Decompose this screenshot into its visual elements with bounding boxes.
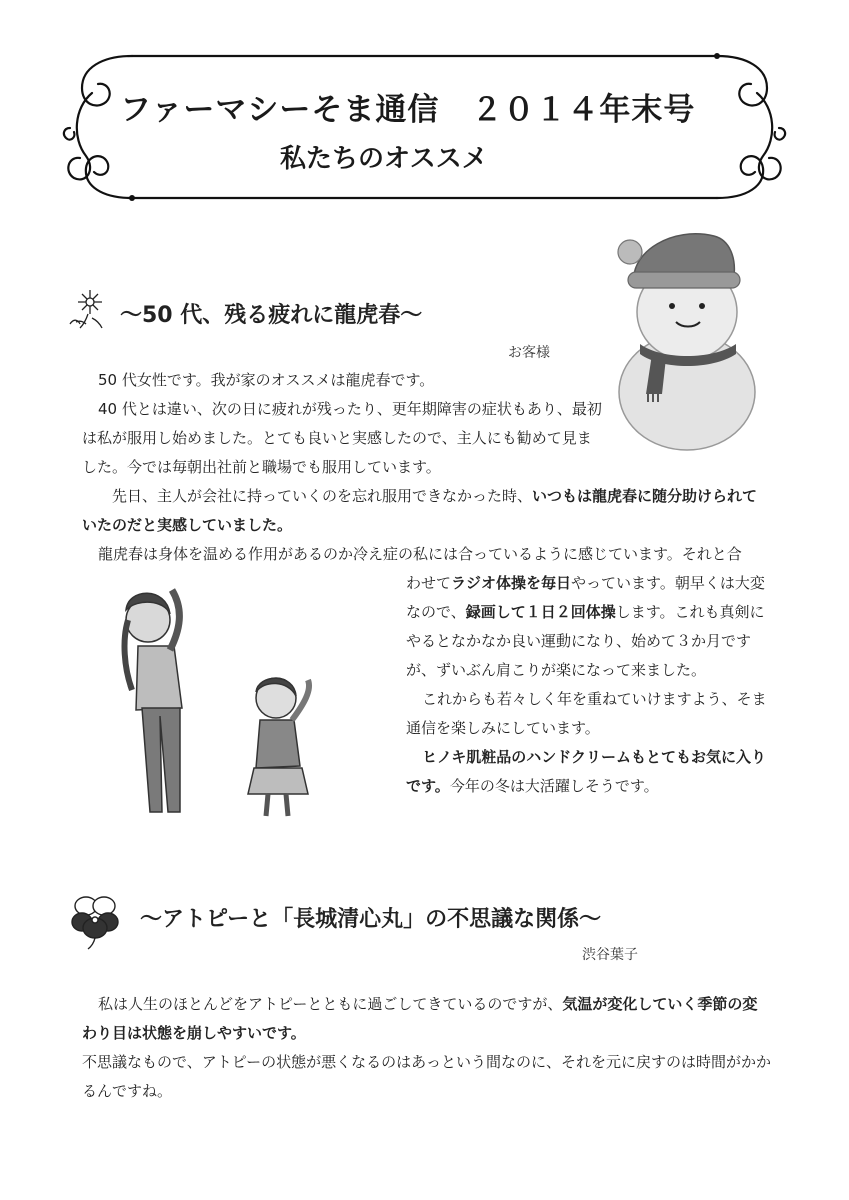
article2-paragraph-2: 不思議なもので、アトピーの状態が悪くなるのはあっという間なのに、それを元に戻すのは時間がかかるんですね。: [82, 1053, 771, 1100]
article2-heading: ～アトピーと「長城清心丸」の不思議な関係～: [140, 907, 602, 932]
article1-paragraph-1: 50 代女性です。我が家のオススメは龍虎春です。: [98, 371, 435, 389]
snowman-illustration: [612, 222, 762, 454]
article1-paragraph-4-continued: わせてラジオ体操を毎日やっています。朝早くは大変なので、録画して１日２回体操します。これも真剣にやるとなかなか良い運動になり、始めて３か月ですが、ずいぶん肩こりが楽になって来ました。: [406, 574, 765, 679]
article1-paragraph-4: 龍虎春は身体を温める作用があるのか冷え症の私には合っているように感じています。それと合: [98, 545, 742, 563]
article1-paragraph-6: ヒノキ肌粧品のハンドクリームもとてもお気に入りです。今年の冬は大活躍しそうです。: [406, 748, 766, 795]
newsletter-subtitle: 私たちのオススメ: [280, 144, 488, 174]
article2-body: [82, 990, 772, 1106]
article1-paragraph-3: 先日、主人が会社に持っていくのを忘れ服用できなかった時、いつもは龍虎春に随分助けられていたのだと実感していました。: [82, 487, 758, 534]
newsletter-title: ファーマシーそま通信 ２０１４年末号: [120, 92, 696, 128]
exercise-illustration: [108, 580, 348, 825]
article1-heading: ～50 代、残る疲れに龍虎春～: [120, 303, 423, 328]
article1-body-top: [82, 366, 602, 482]
article2-author: 渋谷葉子: [582, 947, 638, 963]
article1-body-mid: [82, 482, 772, 569]
article1-body-wrapped: [406, 569, 774, 801]
article1-author: お客様: [508, 345, 550, 361]
article1-paragraph-2: 40 代とは違い、次の日に疲れが残ったり、更年期障害の症状もあり、最初は私が服用し始めました。とても良いと実感したので、主人にも勧めて見ました。今では毎朝出社前と職場でも服用しています。: [82, 400, 602, 476]
article1-paragraph-5: これからも若々しく年を重ねていけますよう、そま通信を楽しみにしています。: [406, 690, 767, 737]
pansy-icon: [70, 892, 120, 950]
article2-paragraph-1: 私は人生のほとんどをアトピーとともに過ごしてきているのですが、気温が変化していく季節の変わり目は状態を崩しやすいです。: [82, 995, 758, 1042]
flower-icon: [66, 288, 110, 332]
